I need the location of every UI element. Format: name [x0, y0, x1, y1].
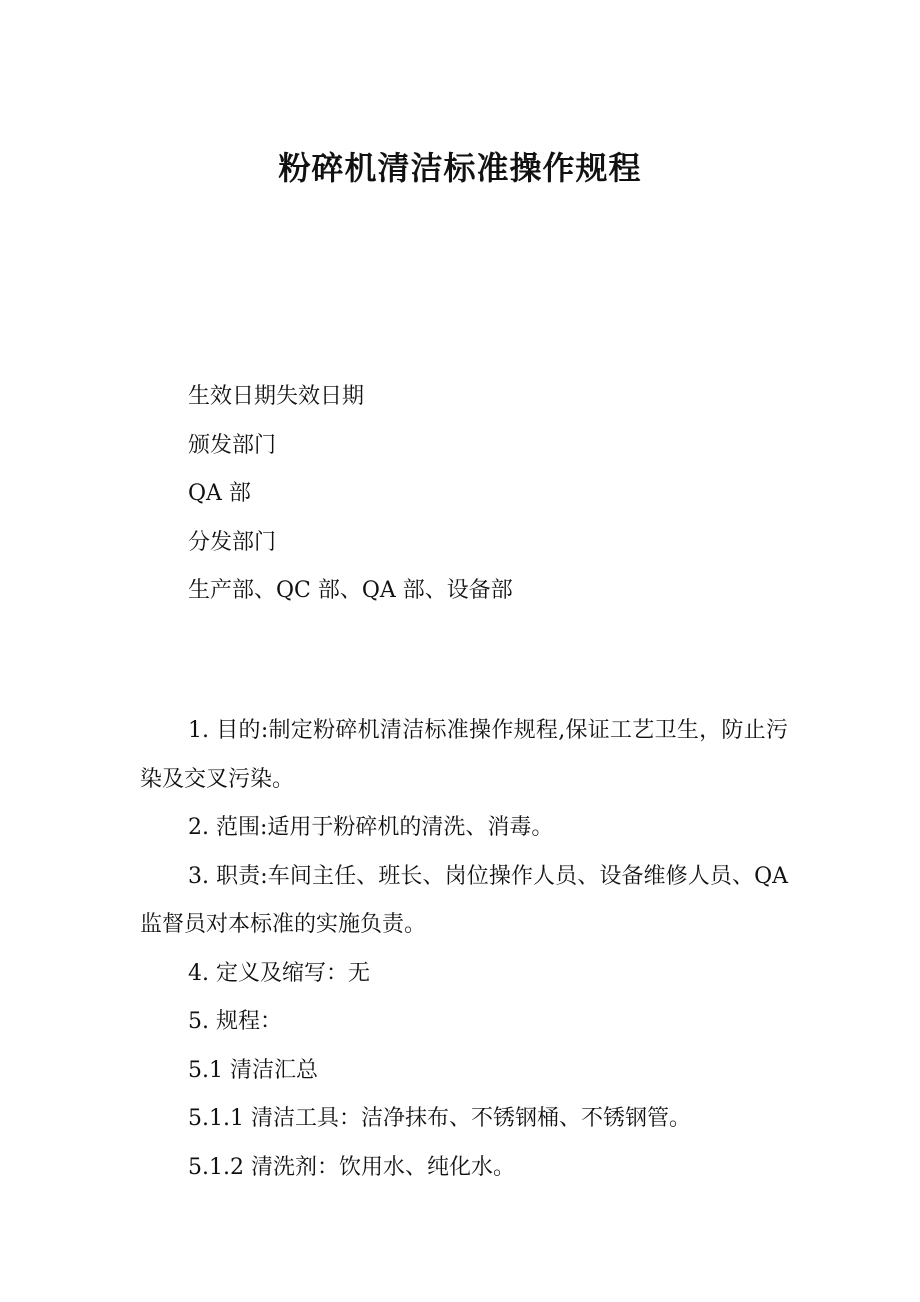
section-cleaning-tools: 5.1.1 清洁工具：洁净抹布、不锈钢桶、不锈钢管。 [188, 1106, 691, 1131]
document-body [140, 707, 788, 1192]
effective-dates-label: 生效日期失效日期 [188, 384, 365, 409]
document-meta-block [188, 373, 788, 616]
section-procedure: 5. 规程： [188, 1009, 282, 1034]
issuing-dept-label: 颁发部门 [188, 432, 277, 458]
document-title: 粉碎机清洁标准操作规程 [278, 149, 642, 187]
distribution-dept-value: 生产部、QC 部、QA 部、设备部 [188, 578, 513, 603]
section-definitions: 4. 定义及缩写：无 [188, 960, 370, 986]
section-cleaning-agents: 5.1.2 清洗剂：饮用水、纯化水。 [188, 1154, 515, 1180]
section-purpose: 1. 目的:制定粉碎机清洁标准操作规程,保证工艺卫生，防止污染及交叉污染。 [140, 718, 788, 792]
issuing-dept-value: QA 部 [188, 481, 251, 506]
section-responsibilities: 3. 职责:车间主任、班长、岗位操作人员、设备维修人员、QA 监督员对本标准的实施负责。 [140, 863, 788, 937]
section-scope: 2. 范围:适用于粉碎机的清洗、消毒。 [188, 815, 554, 840]
distribution-dept-label: 分发部门 [188, 529, 277, 555]
section-cleaning-summary: 5.1 清洁汇总 [188, 1057, 318, 1083]
